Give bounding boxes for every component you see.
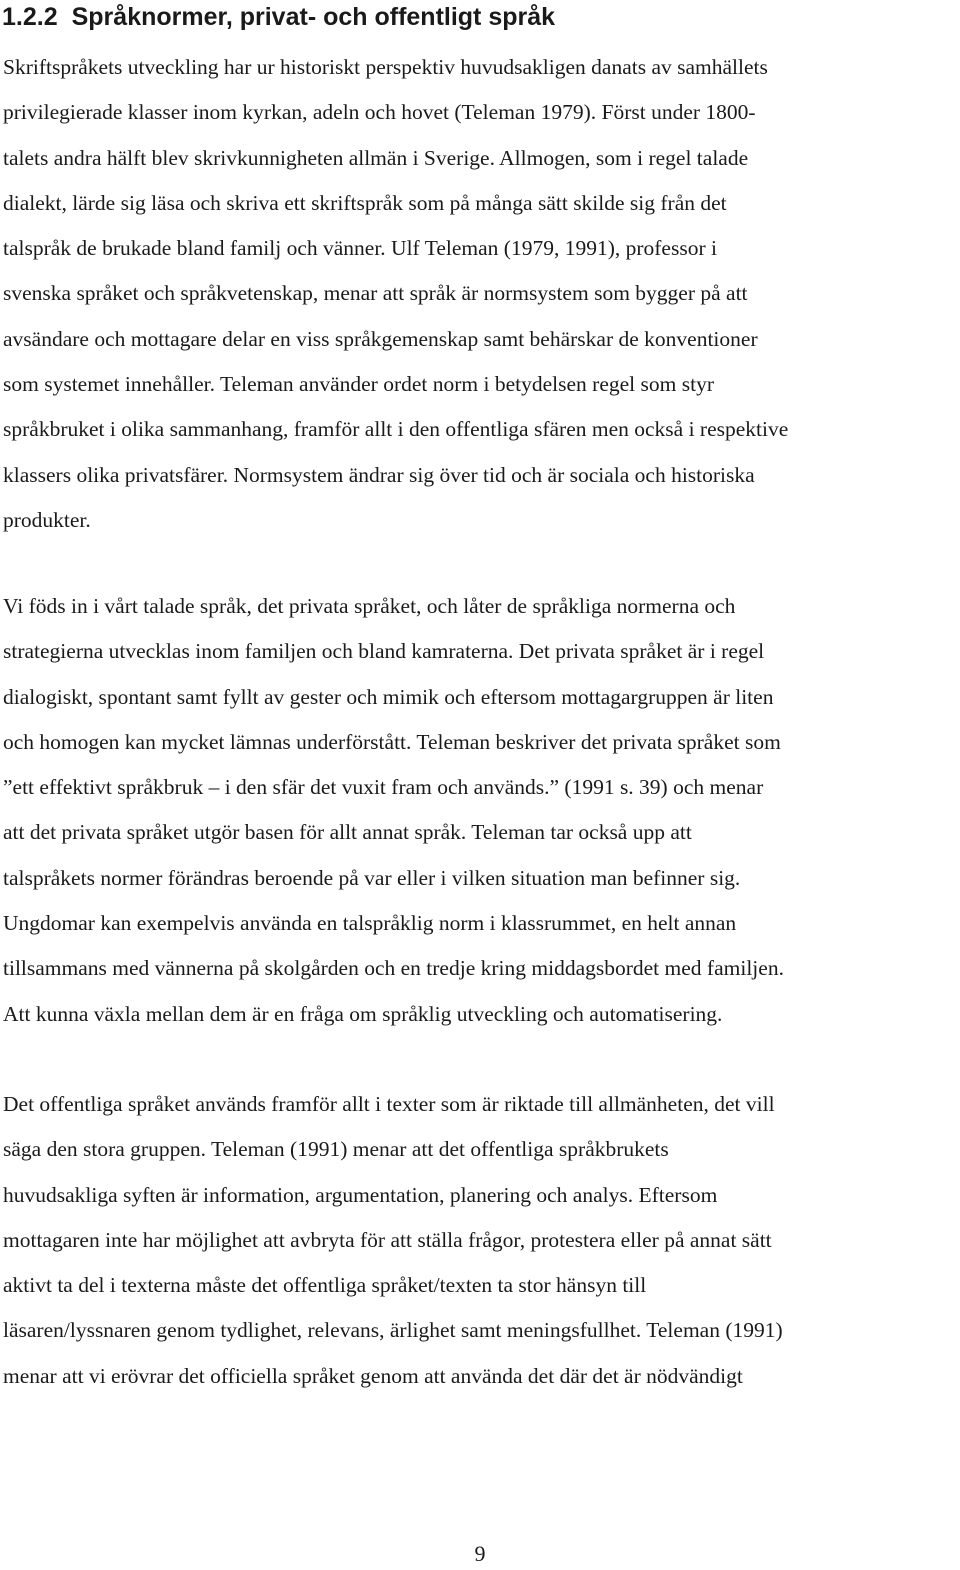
text-line: ”ett effektivt språkbruk – i den sfär det vuxit fram och används.” (1991 s. 39) och menar (3, 775, 764, 800)
text-line: och homogen kan mycket lämnas underförstått. Teleman beskriver det privata språket som (3, 729, 781, 754)
text-line: läsaren/lyssnaren genom tydlighet, relevans, ärlighet samt meningsfullhet. Teleman (1991) (3, 1318, 783, 1343)
text-line: som systemet innehåller. Teleman använder ordet norm i betydelsen regel som styr (3, 372, 714, 397)
section-heading (2, 0, 555, 34)
paragraph-public-language (3, 1082, 783, 1399)
text-line: privilegierade klasser inom kyrkan, adeln och hovet (Teleman 1979). Först under 1800- (3, 100, 756, 125)
text-line: Vi föds in i vårt talade språk, det privata språket, och låter de språkliga normerna och (3, 594, 736, 618)
text-line: strategierna utvecklas inom familjen och bland kamraterna. Det privata språket är i regel (3, 639, 765, 664)
text-line: produkter. (3, 507, 91, 532)
text-line: Det offentliga språket används framför allt i texter som är riktade till allmänheten, det vill (3, 1092, 775, 1116)
text-line: Ungdomar kan exempelvis använda en talspråklig norm i klassrummet, en helt annan (3, 911, 737, 936)
text-line: Att kunna växla mellan dem är en fråga om språklig utveckling och automatisering. (3, 1001, 723, 1026)
text-line: talspråkets normer förändras beroende på var eller i vilken situation man befinner sig. (3, 865, 741, 890)
text-line: Skriftspråkets utveckling har ur historiskt perspektiv huvudsakligen danats av samhällets (3, 55, 768, 79)
section-number: 1.2.2 (2, 3, 58, 31)
text-line: dialekt, lärde sig läsa och skriva ett skriftspråk som på många sätt skilde sig från det (3, 190, 727, 215)
text-line: menar att vi erövrar det officiella språket genom att använda det där det är nödvändigt (3, 1363, 743, 1388)
paragraph-written-language-history (3, 45, 788, 543)
section-title: Språknormer, privat- och offentligt språk (71, 3, 556, 31)
text-line: mottagaren inte har möjlighet att avbryta för att ställa frågor, protestera eller på annat sätt (3, 1227, 772, 1252)
text-line: klassers olika privatsfärer. Normsystem ändrar sig över tid och är sociala och historiska (3, 462, 755, 487)
text-line: dialogiskt, spontant samt fyllt av gester och mimik och eftersom mottagargruppen är liten (3, 684, 774, 709)
text-line: huvudsakliga syften är information, argumentation, planering och analys. Eftersom (3, 1182, 718, 1207)
page-number: 9 (474, 1541, 486, 1566)
text-line: avsändare och mottagare delar en viss språkgemenskap samt behärskar de konventioner (3, 326, 758, 351)
text-line: säga den stora gruppen. Teleman (1991) menar att det offentliga språkbrukets (3, 1137, 669, 1162)
text-line: svenska språket och språkvetenskap, menar att språk är normsystem som bygger på att (3, 281, 748, 306)
text-line: språkbruket i olika sammanhang, framför allt i den offentliga sfären men också i respektive (3, 417, 789, 442)
text-line: tillsammans med vännerna på skolgården och en tredje kring middagsbordet med familjen. (3, 956, 784, 981)
paragraph-private-language (3, 584, 784, 1037)
text-line: att det privata språket utgör basen för allt annat språk. Teleman tar också upp att (3, 820, 692, 845)
text-line: aktivt ta del i texterna måste det offentliga språket/texten ta stor hänsyn till (3, 1273, 647, 1298)
text-line: talspråk de brukade bland familj och vänner. Ulf Teleman (1979, 1991), professor i (3, 236, 717, 261)
text-line: talets andra hälft blev skrivkunnigheten allmän i Sverige. Allmogen, som i regel talade (3, 145, 749, 170)
